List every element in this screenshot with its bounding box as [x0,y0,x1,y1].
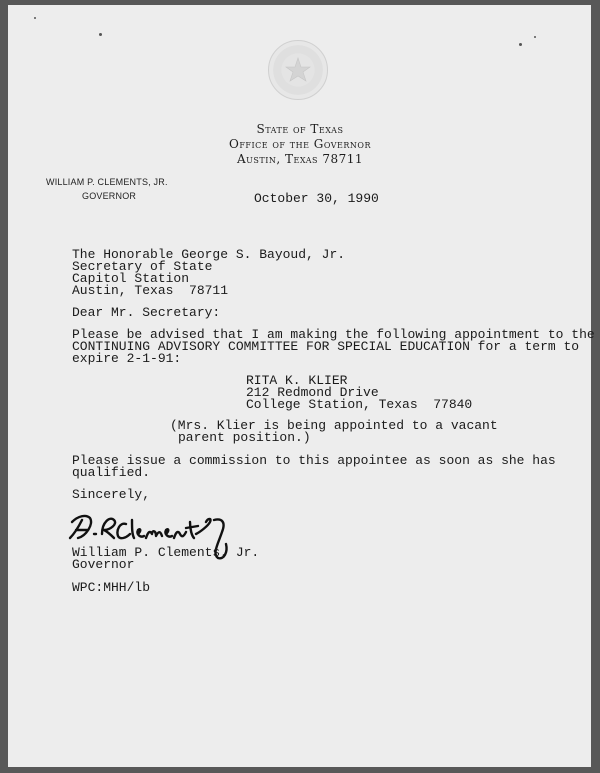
body-line: CONTINUING ADVISORY COMMITTEE FOR SPECIAL EDUCATION for a term to [72,339,580,354]
speck [519,43,522,46]
letterhead-state: State of Texas [256,122,344,136]
body-line: Please issue a commission to this appointee as soon as she has [72,453,556,468]
speck [99,33,102,36]
note-line: (Mrs. Klier is being appointed to a vacant [170,418,498,433]
recipient-line: Secretary of State [72,259,213,274]
letter-date: October 30, 1990 [254,191,379,206]
recipient-line: The Honorable George S. Bayoud, Jr. [72,247,346,262]
note-line: parent position.) [178,430,311,445]
salutation: Dear Mr. Secretary: [72,305,221,320]
speck [34,17,36,19]
appointee-address: 212 Redmond Drive [246,385,379,400]
governor-title: GOVERNOR [82,191,137,201]
recipient-line: Austin, Texas 78711 [72,283,229,298]
governor-name: WILLIAM P. CLEMENTS, JR. [46,177,168,187]
signature-name: William P. Clements, Jr. [72,545,260,560]
body-line: expire 2-1-91: [72,351,182,366]
body-line: Please be advised that I am making the following appointment to the [72,327,595,342]
letterhead-city: Austin, Texas 78711 [236,152,363,166]
appointee-name: RITA K. KLIER [246,373,348,388]
reference-initials: WPC:MHH/lb [72,580,151,595]
state-seal-icon [268,40,328,100]
letterhead-office: Office of the Governor [229,137,371,151]
speck [534,36,536,38]
recipient-line: Capitol Station [72,271,190,286]
appointee-city: College Station, Texas 77840 [246,397,473,412]
body-line: qualified. [72,465,151,480]
closing: Sincerely, [72,487,151,502]
signature-title: Governor [72,557,135,572]
